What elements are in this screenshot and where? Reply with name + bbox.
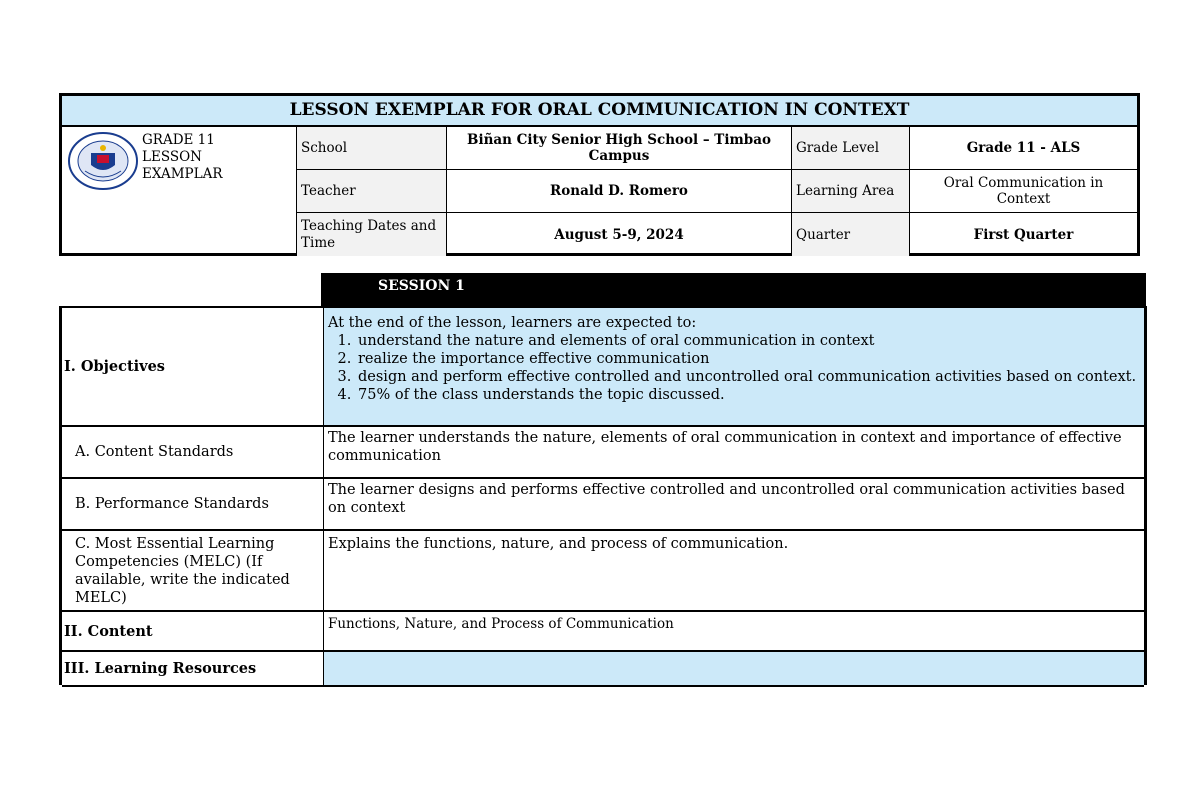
lesson-header-table	[59, 93, 1140, 256]
lesson-plan-table	[59, 306, 1147, 685]
content-standards-row	[62, 427, 1144, 479]
learning-resources-label: III. Learning Resources	[62, 652, 324, 685]
performance-standards-label: B. Performance Standards	[62, 479, 324, 529]
grade-level-value: Grade 11 - ALS	[910, 127, 1137, 170]
grade-label-line: GRADE 11	[142, 132, 215, 148]
content-row	[62, 612, 1144, 652]
school-value: Biñan City Senior High School – Timbao Campus	[447, 127, 792, 170]
quarter-value: First Quarter	[973, 226, 1074, 243]
objectives-intro: At the end of the lesson, learners are expected to:	[328, 315, 697, 331]
grade-label-line: LESSON	[142, 149, 202, 165]
objectives-label: I. Objectives	[62, 308, 324, 425]
performance-standards-text: The learner designs and performs effective controlled and uncontrolled oral communication activities based on context	[328, 482, 1125, 516]
objective-item: 1. understand the nature and elements of oral communication in context	[356, 332, 1140, 350]
grade-lesson-label	[142, 132, 223, 183]
content-standards-label: A. Content Standards	[62, 427, 324, 477]
session-header: SESSION 1	[321, 273, 1146, 306]
school-label: School	[297, 127, 447, 170]
objective-item: 2. realize the importance effective communication	[356, 350, 1140, 368]
objectives-content	[324, 308, 1144, 425]
document-title: LESSON EXEMPLAR FOR ORAL COMMUNICATION IN CONTEXT	[62, 96, 1137, 127]
learning-resources-text	[324, 652, 1144, 685]
teaching-dates-value: August 5-9, 2024	[447, 213, 792, 256]
melc-row	[62, 531, 1144, 612]
teacher-label: Teacher	[297, 170, 447, 213]
teacher-value: Ronald D. Romero	[447, 170, 792, 213]
teaching-dates-label: Teaching Dates and Time	[297, 213, 447, 256]
learning-area-label: Learning Area	[792, 170, 910, 213]
melc-label: C. Most Essential Learning Competencies (MELC) (If available, write the indicated MELC)	[62, 531, 324, 610]
learning-resources-row	[62, 652, 1144, 687]
objectives-list	[328, 332, 1140, 404]
deped-seal-icon	[67, 131, 139, 191]
objectives-row	[62, 308, 1144, 427]
grade-label-line: EXAMPLAR	[142, 166, 223, 182]
content-label: II. Content	[62, 612, 324, 650]
performance-standards-row	[62, 479, 1144, 531]
logo-cell	[62, 127, 297, 253]
learning-area-value: Oral Communication in Context	[910, 170, 1137, 213]
melc-text: Explains the functions, nature, and process of communication.	[328, 536, 789, 552]
content-text: Functions, Nature, and Process of Communication	[328, 616, 674, 632]
objective-item: 3. design and perform effective controlled and uncontrolled oral communication activities based on context.	[356, 368, 1140, 386]
grade-level-label: Grade Level	[792, 127, 910, 170]
objective-item: 4. 75% of the class understands the topic discussed.	[356, 386, 1140, 404]
quarter-label: Quarter	[792, 213, 910, 256]
content-standards-text: The learner understands the nature, elements of oral communication in context and importance of effective communication	[328, 430, 1122, 464]
